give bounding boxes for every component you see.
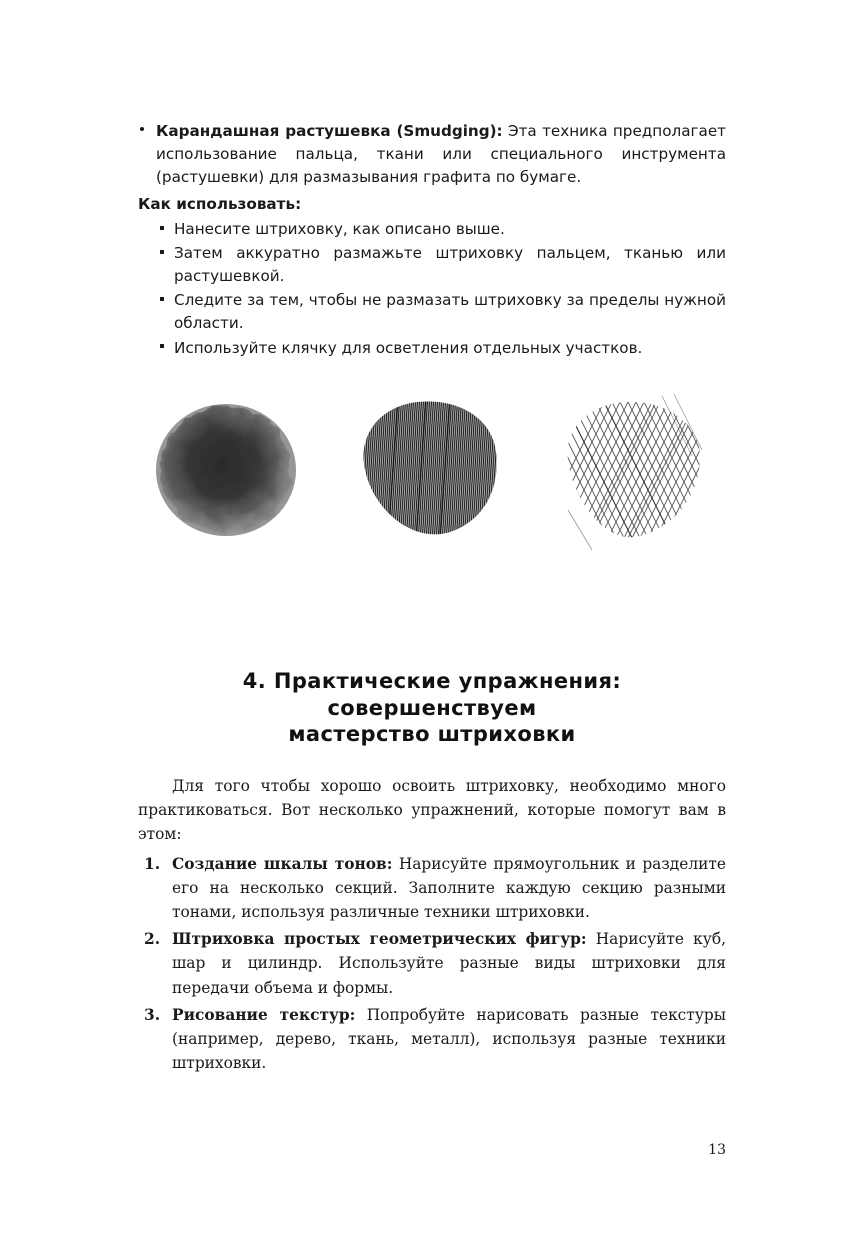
list-item [138, 337, 726, 360]
list-item-text: Нарисуйте куб, шар и цилиндр. Используйте разные виды штриховки для передачи объема и формы. [172, 930, 726, 997]
square-bullet-icon [160, 297, 164, 301]
list-item [138, 242, 726, 288]
howto-list [138, 218, 726, 360]
section-intro-paragraph: Для того чтобы хорошо освоить штриховку, необходимо много практиковаться. Вот несколько упражнений, которые помогут вам в этом: [138, 777, 726, 844]
dense-vertical-hatching-blob [340, 390, 520, 580]
list-item-lead: Штриховка простых геометрических фигур: [172, 930, 587, 949]
bullet-text: Эта техника предполагает использование пальца, ткани или специального инструмента (растушевки) для размазывания графита по бумаге. [156, 122, 727, 187]
smudging-bullet-block [138, 120, 726, 189]
list-item [138, 927, 726, 999]
exercise-list [138, 852, 726, 1074]
list-item-text: Нанесите штриховку, как описано выше. [174, 220, 505, 239]
list-item-text: Затем аккуратно размажьте штриховку пальцем, тканью или растушевкой. [174, 244, 726, 286]
bullet-dot-icon [140, 127, 144, 131]
figure-row [138, 390, 726, 580]
list-item-text: Нарисуйте прямоугольник и разделите его на несколько секций. Заполните каждую секцию разными тонами, используя различные техники штриховки. [172, 855, 726, 922]
bullet-lead: Карандашная растушевка (Smudging): [156, 122, 503, 140]
section-heading-line-1: 4. Практические упражнения: совершенствуем [242, 668, 622, 720]
list-item-text: Используйте клячку для осветления отдельных участков. [174, 338, 643, 357]
bullet-item [138, 120, 726, 189]
page-number: 13 [708, 1142, 726, 1158]
square-bullet-icon [160, 226, 164, 230]
list-item [138, 289, 726, 335]
square-bullet-icon [160, 250, 164, 254]
list-item-number: 3. [144, 1005, 161, 1024]
cross-hatching-grid-blob [542, 390, 722, 580]
list-item-lead: Рисование текстур: [172, 1005, 356, 1024]
square-bullet-icon [160, 344, 164, 348]
list-item-number: 2. [144, 930, 161, 949]
smudged-graphite-blob [138, 390, 318, 580]
list-item [138, 218, 726, 241]
page-title [138, 668, 726, 749]
howto-label: Как использовать: [138, 195, 302, 214]
list-item [138, 852, 726, 924]
section-heading-line-2: мастерство штриховки [288, 722, 576, 747]
list-item-lead: Создание шкалы тонов: [172, 855, 393, 874]
list-item-text: Попробуйте нарисовать разные текстуры (например, дерево, ткань, металл), используя разные техники штриховки. [172, 1005, 726, 1072]
list-item-number: 1. [144, 855, 161, 874]
list-item-text: Следите за тем, чтобы не размазать штриховку за пределы нужной области. [174, 291, 726, 333]
list-item [138, 1003, 726, 1075]
